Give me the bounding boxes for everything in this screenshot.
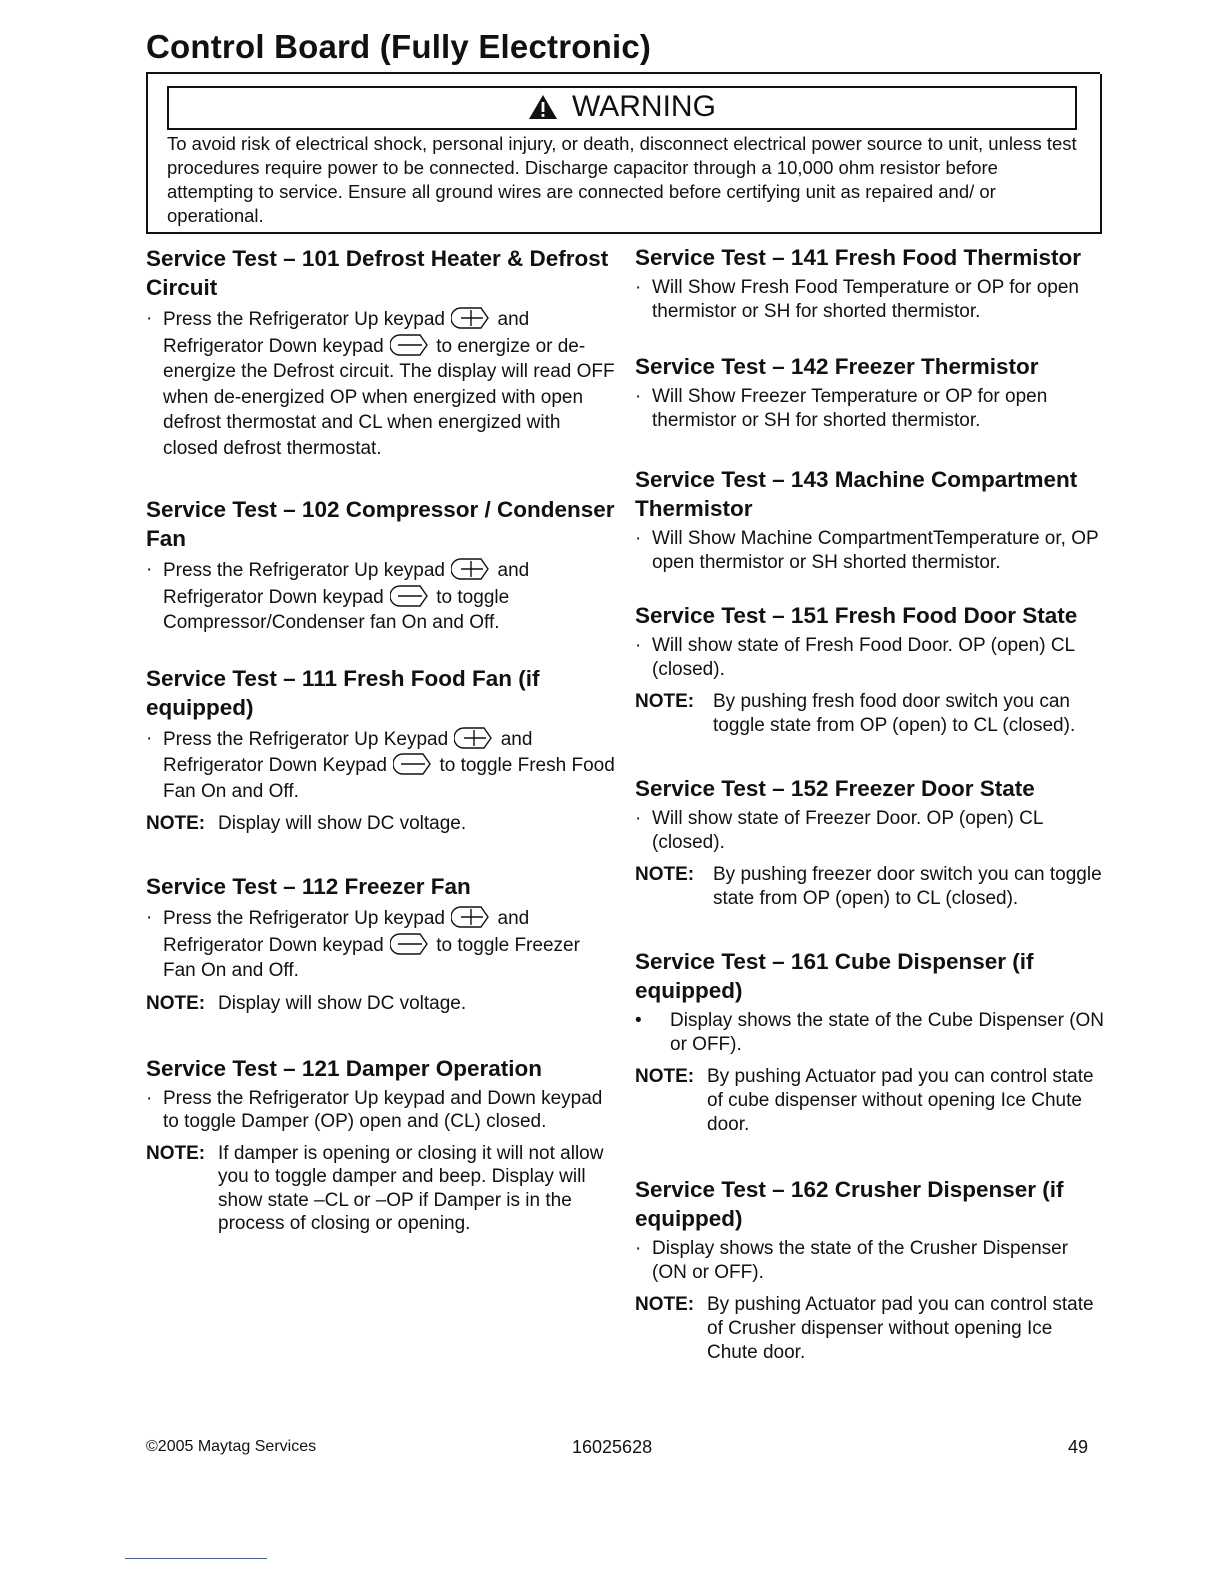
section-161 <box>635 947 1105 1137</box>
section-102-heading: Service Test – 102 Compressor / Condenser Fan <box>146 497 615 551</box>
warning-heading <box>169 90 1075 124</box>
section-102-text: · Press the Refrigerator Up keypad and Refrigerator Down keypad to toggle Compressor/Condenser fan On and Off. <box>146 559 530 633</box>
note-text: By pushing Actuator pad you can control state of cube dispenser without opening Ice Chute door. <box>707 1066 1094 1135</box>
section-162-body: Display shows the state of the Crusher Dispenser (ON or OFF). <box>652 1238 1069 1283</box>
section-161-text: • Display shows the state of the Cube Dispenser (ON or OFF). <box>635 1010 1105 1055</box>
section-121-body: Press the Refrigerator Up keypad and Down keypad to toggle Damper (OP) open and (CL) closed. <box>163 1087 603 1132</box>
warning-heading-text: WARNING <box>572 90 716 123</box>
section-142-text: · Will Show Freezer Temperature or OP for open thermistor or SH for shorted thermistor. <box>635 386 1048 431</box>
section-111 <box>146 664 616 837</box>
section-102 <box>146 495 616 636</box>
footer-page-number: 49 <box>1068 1437 1089 1457</box>
section-151-body: Will show state of Fresh Food Door. OP (open) CL (closed). <box>652 635 1075 680</box>
note-text: Display will show DC voltage. <box>218 992 467 1014</box>
section-152 <box>635 774 1105 911</box>
note-text: By pushing freezer door switch you can toggle state from OP (open) to CL (closed). <box>713 864 1102 909</box>
section-152-note <box>635 863 1105 911</box>
section-121 <box>146 1054 616 1236</box>
section-111-text-2: and Refrigerator Down Keypad <box>163 728 533 776</box>
section-143-heading: Service Test – 143 Machine Compartment Thermistor <box>635 467 1078 521</box>
note-text: By pushing fresh food door switch you can toggle state from OP (open) to CL (closed). <box>713 691 1076 736</box>
section-161-note <box>635 1065 1105 1137</box>
section-143 <box>635 465 1105 575</box>
note-label: NOTE: <box>146 1142 206 1164</box>
section-121-note <box>146 1142 616 1236</box>
section-112-text: · Press the Refrigerator Up keypad and Refrigerator Down keypad to toggle Freezer Fan On and Off. <box>146 907 580 981</box>
section-112-text-2: and Refrigerator Down keypad <box>163 908 530 956</box>
section-151-text: · Will show state of Fresh Food Door. OP (open) CL (closed). <box>635 635 1075 680</box>
section-162-heading: Service Test – 162 Crusher Dispenser (if equipped) <box>635 1177 1064 1231</box>
note-label: NOTE: <box>635 864 695 885</box>
section-111-text-1: Press the Refrigerator Up Keypad <box>163 728 449 750</box>
scan-artifact-line <box>125 1558 267 1559</box>
section-142-heading: Service Test – 142 Freezer Thermistor <box>635 354 1039 379</box>
section-111-note <box>146 812 616 836</box>
up-keypad-icon <box>451 306 491 330</box>
up-keypad-icon <box>451 557 491 581</box>
section-112-heading: Service Test – 112 Freezer Fan <box>146 874 471 899</box>
right-column <box>635 243 1105 1365</box>
section-141-body: Will Show Fresh Food Temperature or OP for open thermistor or SH for shorted thermistor. <box>652 277 1079 322</box>
section-152-text: · Will show state of Freezer Door. OP (open) CL (closed). <box>635 808 1043 853</box>
section-101-heading: Service Test – 101 Defrost Heater & Defrost Circuit <box>146 246 609 300</box>
warning-header-box <box>167 86 1077 130</box>
section-162 <box>635 1175 1105 1365</box>
section-142 <box>635 352 1105 433</box>
section-141-heading: Service Test – 141 Fresh Food Thermistor <box>635 245 1081 270</box>
section-141 <box>635 243 1105 324</box>
note-label: NOTE: <box>146 813 206 834</box>
section-141-text: · Will Show Fresh Food Temperature or OP for open thermistor or SH for shorted thermistor. <box>635 277 1079 322</box>
section-111-text-3: to toggle Fresh Food Fan On and Off. <box>163 755 615 802</box>
down-keypad-icon <box>390 584 430 608</box>
section-121-text: · Press the Refrigerator Up keypad and Down keypad to toggle Damper (OP) open and (CL) closed. <box>146 1087 603 1132</box>
section-121-heading: Service Test – 121 Damper Operation <box>146 1055 543 1081</box>
section-162-note <box>635 1293 1105 1365</box>
section-143-text: · Will Show Machine CompartmentTemperature or, OP open thermistor or SH shorted thermistor. <box>635 528 1099 573</box>
section-111-heading: Service Test – 111 Fresh Food Fan (if equipped) <box>146 665 540 720</box>
footer-doc-number: 16025628 <box>572 1437 653 1457</box>
section-112-note <box>146 992 616 1016</box>
warning-triangle-icon <box>528 94 558 120</box>
section-112-text-3: to toggle Freezer Fan On and Off. <box>163 934 580 981</box>
section-162-text: · Display shows the state of the Crusher Dispenser (ON or OFF). <box>635 1238 1069 1283</box>
page-title: Control Board (Fully Electronic) <box>146 28 652 65</box>
section-102-text-3: to toggle Compressor/Condenser fan On and Off. <box>163 586 510 633</box>
note-label: NOTE: <box>635 1294 695 1315</box>
section-101-text-3: to energize or de-energize the Defrost circuit. The display will read OFF when de-energized OP when energized with open defrost thermostat and CL when energized with closed defrost thermostat. <box>163 335 615 459</box>
section-161-body: Display shows the state of the Cube Dispenser (ON or OFF). <box>670 1010 1105 1055</box>
down-keypad-icon <box>390 932 430 956</box>
note-text: Display will show DC voltage. <box>218 813 467 834</box>
section-152-body: Will show state of Freezer Door. OP (open) CL (closed). <box>652 808 1043 853</box>
up-keypad-icon <box>454 726 494 750</box>
down-keypad-icon <box>390 333 430 357</box>
left-column <box>146 244 616 1236</box>
note-text: If damper is opening or closing it will not allow you to toggle damper and beep. Display will show state –CL or –OP if Damper is in the process of closing or opening. <box>218 1142 604 1234</box>
section-151-heading: Service Test – 151 Fresh Food Door State <box>635 603 1078 628</box>
section-102-text-1: Press the Refrigerator Up keypad <box>163 560 445 581</box>
down-keypad-icon <box>393 752 433 776</box>
section-161-heading: Service Test – 161 Cube Dispenser (if equipped) <box>635 949 1034 1003</box>
section-101-text-2: and Refrigerator Down keypad <box>163 309 530 357</box>
section-151 <box>635 601 1105 738</box>
section-112-text-1: Press the Refrigerator Up keypad <box>163 908 445 929</box>
section-101-text-1: Press the Refrigerator Up keypad <box>163 309 445 330</box>
section-142-body: Will Show Freezer Temperature or OP for open thermistor or SH for shorted thermistor. <box>652 386 1048 431</box>
warning-text: To avoid risk of electrical shock, personal injury, or death, disconnect electrical power source to unit, unless test procedures require power to be connected. Discharge capacitor through a 10,000 ohm resistor before attempting to service. Ensure all ground wires are connected before certifying unit as repaired and/ or operational. <box>167 133 1077 226</box>
up-keypad-icon <box>451 905 491 929</box>
footer-copyright: ©2005 Maytag Services <box>146 1438 317 1455</box>
section-151-note <box>635 690 1105 738</box>
section-152-heading: Service Test – 152 Freezer Door State <box>635 776 1035 801</box>
section-102-text-2: and Refrigerator Down keypad <box>163 560 530 608</box>
section-112 <box>146 872 616 1016</box>
note-text: By pushing Actuator pad you can control state of Crusher dispenser without opening Ice Chute door. <box>707 1294 1094 1363</box>
section-101-text: · Press the Refrigerator Up keypad and Refrigerator Down keypad to energize or de-energize the Defrost circuit. The display will read OFF when de-energized OP when energized with open defrost thermostat and CL when energized with closed defrost thermostat. <box>146 308 615 459</box>
section-101 <box>146 244 616 461</box>
note-label: NOTE: <box>635 1066 695 1087</box>
note-label: NOTE: <box>146 992 206 1014</box>
section-111-text: · Press the Refrigerator Up Keypad and Refrigerator Down Keypad to toggle Fresh Food Fan On and Off. <box>146 727 615 802</box>
note-label: NOTE: <box>635 691 695 712</box>
section-143-body: Will Show Machine CompartmentTemperature or, OP open thermistor or SH shorted thermistor. <box>652 528 1099 573</box>
